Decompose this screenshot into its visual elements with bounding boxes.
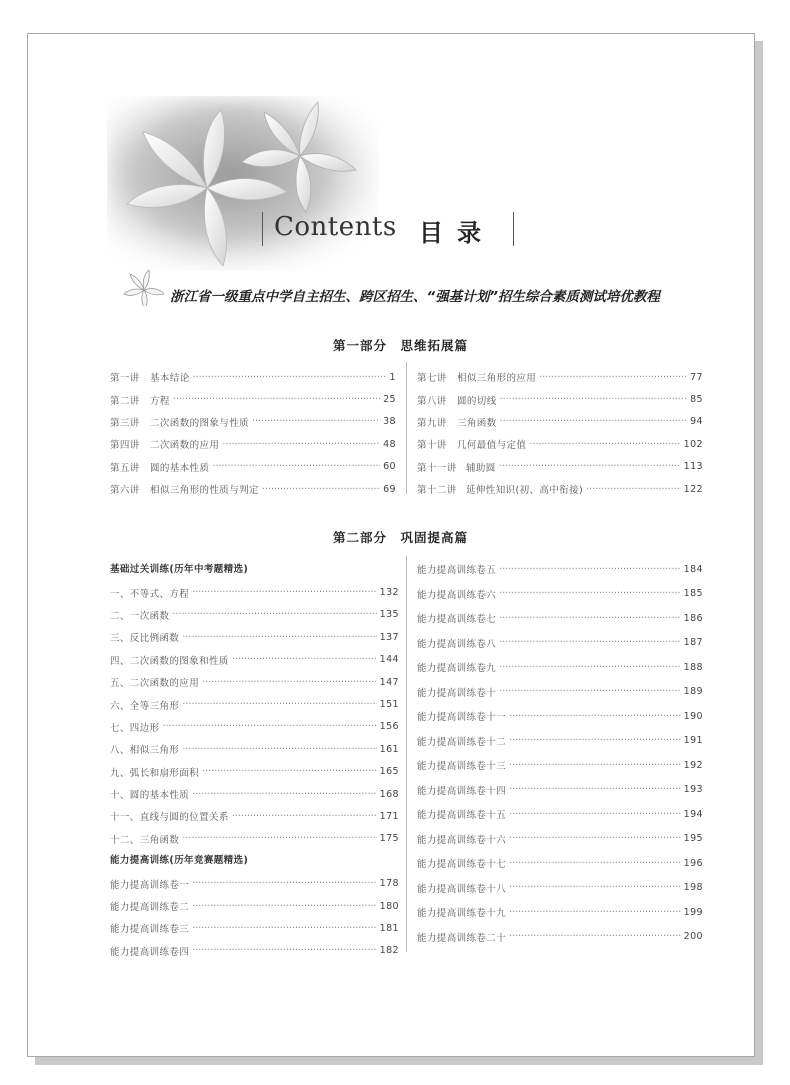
entry-title: 能力提高训练卷十一: [417, 712, 507, 724]
entry-title: 九、弧长和扇形面积: [110, 767, 200, 779]
entry-title: 能力提高训练卷十五: [417, 810, 507, 822]
page-number: 180: [379, 900, 399, 912]
star-flower-icon: [120, 268, 164, 306]
leader-dots: [192, 923, 376, 934]
leader-dots: [499, 564, 680, 575]
toc-entry[interactable]: [110, 671, 399, 693]
entry-title: 二次函数的应用: [150, 440, 220, 452]
entry-title: 能力提高训练卷七: [417, 614, 497, 626]
toc-entry[interactable]: [417, 925, 703, 950]
toc-entry[interactable]: [110, 604, 399, 626]
page-number: 48: [383, 438, 396, 450]
page-number: 25: [383, 394, 396, 406]
leader-dots: [500, 394, 688, 405]
leader-dots: [163, 721, 377, 732]
entry-title: 能力提高训练卷十三: [417, 761, 507, 773]
leader-dots: [499, 588, 680, 599]
leader-dots: [173, 394, 380, 405]
page-number: 175: [379, 833, 399, 845]
lecture-number: 第五讲: [110, 462, 140, 474]
title-bar-right: [513, 212, 514, 246]
part2-right-column: [417, 557, 703, 949]
page-number: 147: [379, 676, 399, 688]
page-number: 196: [683, 857, 703, 869]
lecture-number: 第一讲: [110, 373, 140, 385]
lecture-number: 第三讲: [110, 417, 140, 429]
mulu-title: 目录: [419, 218, 495, 247]
page-number: 144: [379, 654, 399, 666]
leader-dots: [202, 766, 377, 777]
page-number: 186: [683, 612, 703, 624]
entry-title: 二、一次函数: [110, 610, 170, 622]
entry-title: 三、反比例函数: [110, 633, 180, 645]
toc-entry[interactable]: [417, 606, 703, 631]
toc-entry[interactable]: [110, 895, 399, 917]
entry-title: 八、相似三角形: [110, 745, 180, 757]
toc-entry[interactable]: [417, 433, 703, 455]
page-number: 156: [379, 721, 399, 733]
lecture-number: 第七讲: [417, 373, 447, 385]
entry-title: 能力提高训练卷二十: [417, 932, 507, 944]
leader-dots: [586, 484, 681, 495]
leader-dots: [509, 858, 681, 869]
part2-column-divider: [406, 556, 407, 952]
leader-dots: [509, 784, 681, 795]
leader-dots: [509, 882, 681, 893]
leader-dots: [232, 811, 377, 822]
toc-entry[interactable]: [417, 827, 703, 852]
toc-entry[interactable]: [417, 655, 703, 680]
page-number: 122: [683, 483, 703, 495]
leader-dots: [192, 945, 376, 956]
leader-dots: [499, 613, 680, 624]
page-number: 135: [379, 609, 399, 621]
page-number: 178: [379, 878, 399, 890]
toc-entry[interactable]: [417, 631, 703, 656]
entry-title: 能力提高训练卷四: [110, 946, 190, 958]
page-number: 187: [683, 637, 703, 649]
leader-dots: [529, 439, 680, 450]
entry-title: 能力提高训练卷十七: [417, 859, 507, 871]
entry-title: 能力提高训练卷三: [110, 924, 190, 936]
leader-dots: [232, 654, 377, 665]
entry-title: 能力提高训练卷十四: [417, 785, 507, 797]
part1-title: 第一部分 思维拓展篇: [333, 338, 469, 353]
part2-left-column: [110, 559, 399, 962]
entry-title: 六、全等三角形: [110, 700, 180, 712]
entry-title: 四、二次函数的图象和性质: [110, 655, 229, 667]
page-number: 198: [683, 882, 703, 894]
lecture-number: 第十二讲: [417, 485, 457, 497]
leader-dots: [509, 931, 681, 942]
toc-entry[interactable]: [417, 680, 703, 705]
page-number: 181: [379, 922, 399, 934]
leader-dots: [202, 677, 377, 688]
entry-title: 能力提高训练卷九: [417, 663, 497, 675]
toc-entry[interactable]: [110, 366, 396, 388]
toc-entry[interactable]: [110, 456, 396, 478]
leader-dots: [509, 809, 681, 820]
toc-entry[interactable]: [110, 738, 399, 760]
entry-title: 能力提高训练卷十九: [417, 908, 507, 920]
leader-dots: [193, 372, 387, 383]
toc-entry[interactable]: [417, 802, 703, 827]
toc-entry[interactable]: [417, 557, 703, 582]
entry-title: 能力提高训练卷五: [417, 565, 497, 577]
part1-left-column: [110, 366, 396, 500]
toc-entry[interactable]: [110, 478, 396, 500]
book-subtitle: 浙江省一级重点中学自主招生、跨区招生、“强基计划”招生综合素质测试培优教程: [170, 289, 660, 305]
toc-entry[interactable]: [110, 388, 396, 410]
leader-dots: [182, 744, 376, 755]
entry-title: 能力提高训练卷十二: [417, 736, 507, 748]
entry-title: 能力提高训练卷十六: [417, 834, 507, 846]
toc-entry[interactable]: [110, 716, 399, 738]
leader-dots: [499, 662, 680, 673]
entry-title: 能力提高训练卷十八: [417, 883, 507, 895]
toc-entry[interactable]: [110, 917, 399, 939]
toc-entry[interactable]: [110, 805, 399, 827]
leader-dots: [509, 907, 681, 918]
page-number: 69: [383, 483, 396, 495]
toc-entry[interactable]: [110, 411, 396, 433]
page-number: 1: [389, 371, 396, 383]
page-number: 102: [683, 438, 703, 450]
entry-title: 能力提高训练卷十: [417, 687, 497, 699]
toc-entry[interactable]: [417, 778, 703, 803]
toc-entry[interactable]: [110, 940, 399, 962]
leader-dots: [499, 637, 680, 648]
toc-entry[interactable]: [110, 626, 399, 648]
leader-dots: [212, 461, 380, 472]
entry-title: 一、不等式、方程: [110, 588, 190, 600]
entry-title: 五、二次函数的应用: [110, 678, 200, 690]
toc-entry[interactable]: [110, 783, 399, 805]
toc-entry[interactable]: [110, 828, 399, 850]
entry-title: 能力提高训练卷六: [417, 589, 497, 601]
page-number: 191: [683, 735, 703, 747]
toc-entry[interactable]: [417, 900, 703, 925]
contents-title: Contents: [274, 212, 397, 242]
toc-entry[interactable]: [417, 478, 703, 500]
flower-decoration-icon: [107, 96, 379, 271]
entry-title: 基本结论: [150, 373, 190, 385]
entry-title: 辅助圆: [466, 462, 496, 474]
entry-title: 方程: [150, 395, 170, 407]
toc-entry[interactable]: [110, 649, 399, 671]
page-number: 200: [683, 931, 703, 943]
page-number: 182: [379, 945, 399, 957]
entry-title: 延伸性知识(初、高中衔接): [466, 485, 584, 497]
toc-entry[interactable]: [417, 851, 703, 876]
entry-title: 十、圆的基本性质: [110, 790, 190, 802]
toc-entry[interactable]: [417, 704, 703, 729]
entry-title: 十一、直线与圆的位置关系: [110, 812, 229, 824]
page-number: 189: [683, 686, 703, 698]
page-number: 185: [683, 588, 703, 600]
lecture-number: 第十一讲: [417, 462, 457, 474]
page-number: 113: [683, 461, 703, 473]
toc-entry[interactable]: [417, 456, 703, 478]
toc-entry[interactable]: [417, 388, 703, 410]
page-number: 195: [683, 833, 703, 845]
toc-entry[interactable]: [417, 876, 703, 901]
leader-dots: [192, 587, 376, 598]
leader-dots: [500, 416, 688, 427]
page-number: 184: [683, 563, 703, 575]
leader-dots: [499, 461, 681, 472]
leader-dots: [192, 901, 376, 912]
title-bar-left: [262, 212, 263, 246]
part1-right-column: [417, 366, 703, 500]
page-number: 132: [379, 587, 399, 599]
page-number: 77: [690, 371, 703, 383]
entry-title: 相似三角形的性质与判定: [150, 485, 259, 497]
leader-dots: [509, 735, 681, 746]
lecture-number: 第四讲: [110, 440, 140, 452]
section-heading-basic: 基础过关训练(历年中考题精选): [110, 564, 249, 575]
toc-entry[interactable]: [417, 753, 703, 778]
entry-title: 圆的基本性质: [150, 462, 210, 474]
leader-dots: [509, 833, 681, 844]
leader-dots: [192, 789, 376, 800]
leader-dots: [172, 609, 376, 620]
lecture-number: 第八讲: [417, 395, 447, 407]
leader-dots: [222, 439, 380, 450]
page-number: 60: [383, 461, 396, 473]
entry-title: 几何最值与定值: [457, 440, 527, 452]
leader-dots: [182, 699, 376, 710]
page-number: 193: [683, 784, 703, 796]
lecture-number: 第九讲: [417, 417, 447, 429]
entry-title: 七、四边形: [110, 722, 160, 734]
part2-title: 第二部分 巩固提高篇: [333, 530, 469, 545]
toc-entry[interactable]: [417, 366, 703, 388]
leader-dots: [262, 484, 380, 495]
toc-entry[interactable]: [110, 693, 399, 715]
toc-entry[interactable]: [417, 729, 703, 754]
page-number: 188: [683, 661, 703, 673]
page-number: 168: [379, 788, 399, 800]
entry-title: 能力提高训练卷八: [417, 638, 497, 650]
leader-dots: [539, 372, 687, 383]
leader-dots: [192, 878, 376, 889]
page-number: 137: [379, 631, 399, 643]
leader-dots: [499, 686, 680, 697]
leader-dots: [509, 711, 681, 722]
entry-title: 能力提高训练卷一: [110, 879, 190, 891]
entry-title: 二次函数的图象与性质: [150, 417, 250, 429]
lecture-number: 第六讲: [110, 485, 140, 497]
page-number: 194: [683, 808, 703, 820]
toc-entry[interactable]: [110, 872, 399, 894]
leader-dots: [252, 416, 380, 427]
page-number: 151: [379, 699, 399, 711]
page-number: 192: [683, 759, 703, 771]
page-number: 171: [379, 810, 399, 822]
section-heading-ability: 能力提高训练(历年竞赛题精选): [110, 855, 249, 867]
leader-dots: [182, 833, 376, 844]
entry-title: 相似三角形的应用: [457, 373, 537, 385]
entry-title: 能力提高训练卷二: [110, 902, 190, 914]
lecture-number: 第二讲: [110, 395, 140, 407]
page-number: 190: [683, 710, 703, 722]
lecture-number: 第十讲: [417, 440, 447, 452]
toc-entry[interactable]: [417, 582, 703, 607]
leader-dots: [182, 632, 376, 643]
entry-title: 圆的切线: [457, 395, 497, 407]
toc-entry[interactable]: [110, 761, 399, 783]
part1-column-divider: [406, 362, 407, 494]
entry-title: 十二、三角函数: [110, 834, 180, 846]
page-number: 161: [379, 743, 399, 755]
toc-entry[interactable]: [110, 581, 399, 603]
page-number: 199: [683, 906, 703, 918]
toc-entry[interactable]: [110, 433, 396, 455]
page-number: 94: [690, 416, 703, 428]
page-number: 85: [690, 394, 703, 406]
toc-entry[interactable]: [417, 411, 703, 433]
leader-dots: [509, 760, 681, 771]
page-number: 165: [379, 766, 399, 778]
page-number: 38: [383, 416, 396, 428]
entry-title: 三角函数: [457, 417, 497, 429]
